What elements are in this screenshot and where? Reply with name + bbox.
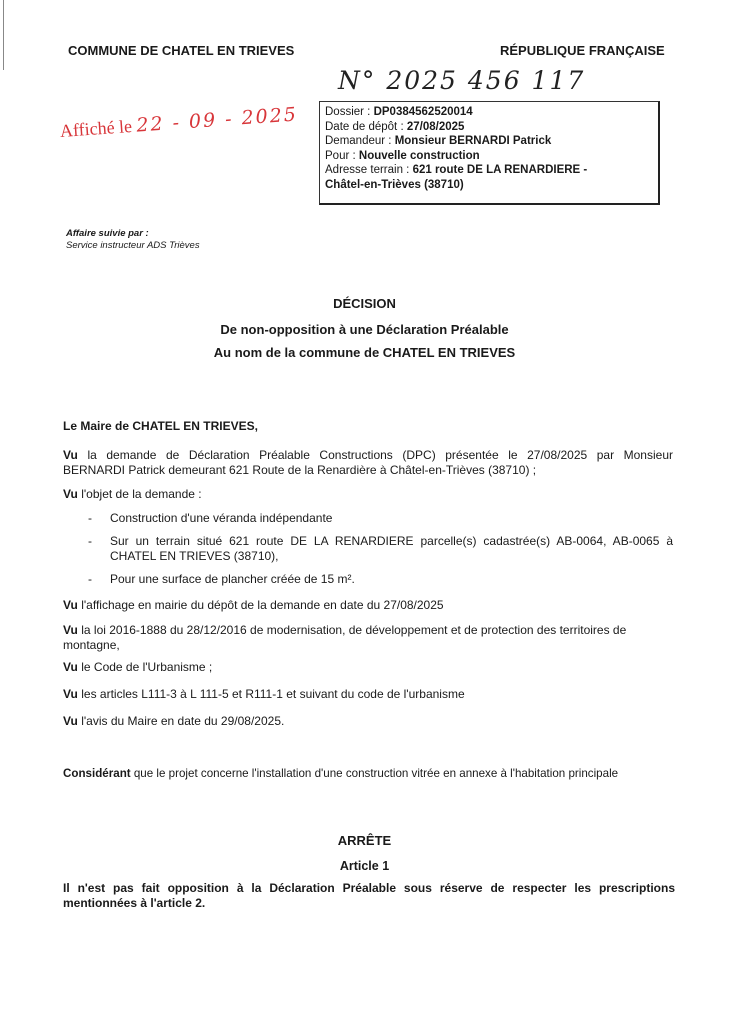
demandeur-label: Demandeur : (325, 135, 395, 147)
depot-label: Date de dépôt : (325, 120, 407, 133)
adresse-value-1: 621 route DE LA RENARDIERE - (412, 164, 588, 176)
vu-affichage (63, 598, 673, 613)
affaire-service: Service instructeur ADS Trièves (66, 240, 200, 251)
vu-lead: Vu (63, 660, 78, 674)
affaire-block (66, 228, 200, 252)
vu-avis (63, 714, 673, 729)
pour-value: Nouvelle construction (358, 149, 480, 162)
handwritten-arrete-number: N° 2025 456 117 (338, 66, 586, 95)
vu-affichage-text: l'affichage en mairie du dépôt de la demande en date du 27/08/2025 (77, 598, 444, 612)
vu-demande (63, 448, 673, 478)
bullet-dash: - (88, 511, 92, 525)
demandeur-line (325, 134, 654, 149)
decision-commune-line: Au nom de la commune de CHATEL EN TRIEVES (213, 345, 516, 360)
decision-title: DÉCISION (333, 296, 396, 311)
vu-lead: Vu (63, 598, 78, 612)
vu-demande-text-2: BERNARDI Patrick demeurant 621 Route de la Renardière à Châtel-en-Trièves (38710) ; (63, 463, 537, 477)
considerant-text: que le projet concerne l'installation d'une construction vitrée en annexe à l'habitation principale (130, 767, 619, 780)
pour-label: Pour : (325, 149, 359, 162)
vu-lead: Vu (63, 448, 78, 462)
vu-lead: Vu (63, 623, 78, 637)
vu-loi (63, 623, 673, 653)
vu-articles (63, 687, 673, 702)
bullet-item-2: Sur un terrain situé 621 route DE LA RENARDIERE parcelle(s) cadastrée(s) AB-0064, AB-0065 à (110, 534, 673, 548)
affaire-label: Affaire suivie par : (66, 228, 149, 239)
vu-lead: Vu (63, 714, 78, 728)
maire-line: Le Maire de CHATEL EN TRIEVES, (63, 419, 258, 433)
adresse-line-2 (325, 178, 654, 193)
article-1-text-2: mentionnées à l'article 2. (63, 896, 206, 910)
scan-margin-line (3, 0, 4, 70)
considerant (63, 766, 673, 781)
vu-objet (63, 487, 673, 502)
considerant-lead: Considérant (63, 767, 131, 780)
affichage-stamp (59, 103, 298, 142)
stamp-label: Affiché le (59, 115, 133, 141)
vu-code-text: le Code de l'Urbanisme ; (77, 660, 213, 674)
vu-lead: Vu (63, 687, 78, 701)
vu-objet-text: l'objet de la demande : (77, 487, 202, 501)
adresse-value-2: Châtel-en-Trièves (38710) (325, 178, 464, 191)
article-1-text-1: Il n'est pas fait opposition à la Déclaration Préalable sous réserve de respecter les prescriptions (63, 881, 675, 895)
dossier-label: Dossier : (325, 106, 374, 118)
pour-line (325, 149, 654, 164)
vu-lead: Vu (63, 487, 78, 501)
arrete-title: ARRÊTE (337, 833, 392, 848)
vu-code (63, 660, 673, 675)
demandeur-value: Monsieur BERNARDI Patrick (394, 135, 552, 147)
bullet-item-1: Construction d'une véranda indépendante (110, 511, 333, 525)
adresse-line (325, 163, 654, 178)
decision-subtitle: De non-opposition à une Déclaration Préalable (220, 322, 509, 337)
commune-header: COMMUNE DE CHATEL EN TRIEVES (68, 43, 295, 58)
bullet-item-2-cont: CHATEL EN TRIEVES (38710), (110, 549, 279, 563)
vu-loi-text-2: montagne, (63, 638, 120, 652)
bullet-dash: - (88, 534, 92, 548)
depot-line (325, 120, 654, 135)
article-1-heading: Article 1 (339, 859, 390, 873)
adresse-label: Adresse terrain : (325, 164, 413, 176)
vu-articles-text: les articles L111-3 à L 111-5 et R111-1 et suivant du code de l'urbanisme (77, 687, 465, 701)
depot-value: 27/08/2025 (406, 120, 465, 133)
dossier-line (325, 105, 654, 120)
stamp-date: 22 - 09 - 2025 (135, 103, 299, 137)
vu-avis-text: l'avis du Maire en date du 29/08/2025. (77, 714, 285, 728)
bullet-item-3: Pour une surface de plancher créée de 15 m². (110, 572, 355, 586)
vu-demande-text-1: la demande de Déclaration Préalable Constructions (DPC) présentée le 27/08/2025 par Monsieur (87, 448, 673, 462)
vu-loi-text-1: la loi 2016-1888 du 28/12/2016 de modernisation, de développement et de protection des territoires de (77, 623, 627, 637)
republique-header: RÉPUBLIQUE FRANÇAISE (500, 43, 665, 58)
dossier-value: DP0384562520014 (373, 106, 473, 118)
bullet-dash: - (88, 572, 92, 586)
dossier-box (319, 101, 660, 205)
